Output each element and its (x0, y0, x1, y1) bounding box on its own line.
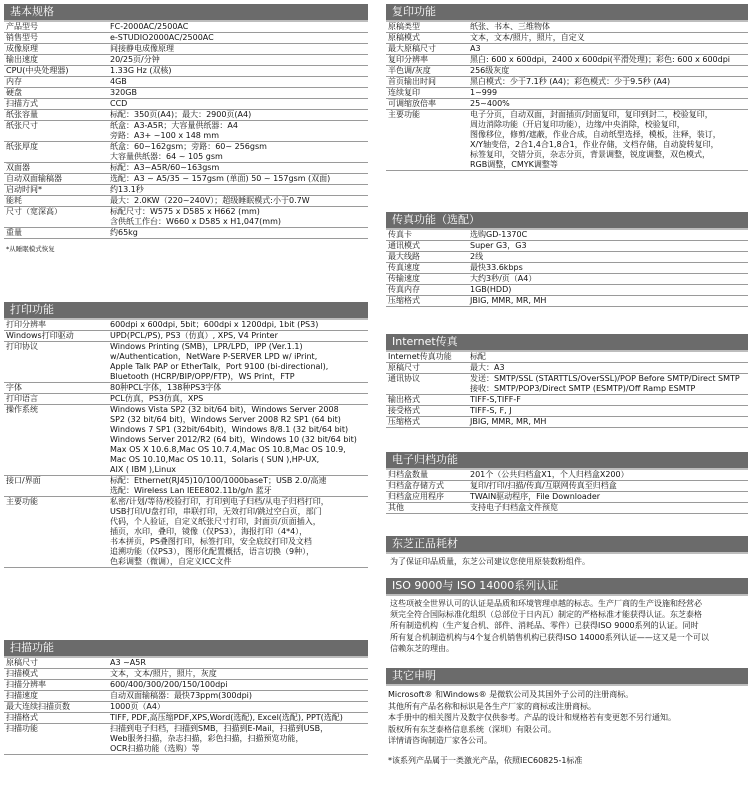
spec-label: 硬盘 (4, 88, 108, 99)
spec-row (386, 363, 748, 374)
spec-value: 最快33.6kbps (468, 263, 748, 274)
spec-row (386, 274, 748, 285)
spec-value: 1000页（A4） (108, 702, 368, 713)
section-basic-specs (4, 4, 368, 254)
spec-value: A3 ~A5R (108, 658, 368, 669)
spec-value: 支持电子归档盒文件预览 (468, 503, 748, 514)
spec-value: 私密/计划/等待/校验打印，打印到电子归档/从电子归档打印， USB打印/U盘打印，串联打印，无效打印/跳过空白页，部门 代码，个人验证，自定义纸张尺寸打印，封面页/页面插入， 插页，水印，叠印，镜像（仅PS3），海报打印（4*4）， 书本拼页，PS叠图打印，标签打印，安全底纹打印及文档 追溯功能（仅PS3），图形化配置概括，语言切换（9种）， 色彩调整（微调），自定义ICC文件 (108, 497, 368, 568)
spec-value: TIFF-S,TIFF-F (468, 395, 748, 406)
spec-label: 扫描格式 (4, 713, 108, 724)
spec-value: Windows Vista SP2 (32 bit/64 bit)，Windows Server 2008 SP2 (32 bit/64 bit)，Windows Server 2008 R2 SP1 (64 bit) Windows 7 SP1 (32bit/64bit)，Windows 8/8.1 (32 bit/64 bit) Windows Server 2012/R2 (64 bit)，Windows 10 (32 bit/64 bit) Max OS X 10.6.8,Mac OS 10.7.4,Mac OS 10.8,Mac OS 10.9, Mac OS 10.10,Mac OS 10.11，Solaris ( SUN ),HP-UX, AIX ( IBM ),Linux (108, 405, 368, 476)
spec-label: Windows打印驱动 (4, 331, 108, 342)
spec-label: 输出速度 (4, 55, 108, 66)
spec-row (4, 680, 368, 691)
spec-row (4, 66, 368, 77)
spec-value: 黑白模式：少于7.1秒 (A4)；彩色模式：少于9.5秒 (A4) (468, 77, 748, 88)
spec-value: JBIG, MMR, MR, MH (468, 296, 748, 307)
spec-label: 内存 (4, 77, 108, 88)
spec-value: 纸盒：A3-A5R；大容量供纸器：A4 旁路：A3+ ~100 x 148 mm (108, 121, 368, 142)
spec-label: 成像原理 (4, 44, 108, 55)
spec-label: 字体 (4, 383, 108, 394)
spec-value: JBIG, MMR, MR, MH (468, 417, 748, 428)
section-header: 东芝正品耗材 (386, 536, 748, 554)
spec-row (4, 185, 368, 196)
spec-label: 最大连续扫描页数 (4, 702, 108, 713)
spec-value: 复印/打印/扫描/传真/互联网传真至归档盒 (468, 481, 748, 492)
spec-value: 约65kg (108, 228, 368, 239)
section-header: 基本规格 (4, 4, 368, 22)
spec-label: Internet传真功能 (386, 352, 468, 363)
spec-row (386, 33, 748, 44)
spec-value: 标配：Ethernet(RJ45)10/100/1000baseT；USB 2.0/高速 选配：Wireless Lan IEEE802.11b/g/n 蓝牙 (108, 476, 368, 497)
spec-row (4, 163, 368, 174)
spec-row (386, 352, 748, 363)
spec-row (386, 503, 748, 514)
spec-row (386, 374, 748, 395)
spec-value: 1~999 (468, 88, 748, 99)
spec-label: 首页输出时间 (386, 77, 468, 88)
spec-label: 通讯模式 (386, 241, 468, 252)
spec-value: A3 (468, 44, 748, 55)
spec-value: 纸张、书本、三维物体 (468, 22, 748, 33)
spec-label: 接受格式 (386, 406, 468, 417)
supplies-text: 为了保证印品质量，东芝公司建议您使用原装数粉组件。 (390, 557, 590, 566)
spec-value: 2线 (468, 252, 748, 263)
spec-row (4, 142, 368, 163)
spec-value: 80种PCL字体，138种PS3字体 (108, 383, 368, 394)
section-header: 打印功能 (4, 302, 368, 320)
spec-value: 最大：A3 (468, 363, 748, 374)
spec-value: e-STUDIO2000AC/2500AC (108, 33, 368, 44)
spec-value: 纸盒：60~162gsm；旁路：60~ 256gsm 大容量供纸器：64 ~ 105 gsm (108, 142, 368, 163)
spec-label: 最大线路 (386, 252, 468, 263)
spec-row (4, 88, 368, 99)
internet-fax-table (386, 352, 748, 428)
spec-label: 打印语言 (4, 394, 108, 405)
spec-value: TIFF-S, F, J (468, 406, 748, 417)
spec-label: 通讯协议 (386, 374, 468, 395)
spec-label: 传输速度 (386, 274, 468, 285)
print-table (4, 320, 368, 568)
spec-label: 复印分辨率 (386, 55, 468, 66)
spec-row (4, 724, 368, 755)
section-other (386, 668, 748, 767)
spec-label: 纸张容量 (4, 110, 108, 121)
spec-row (386, 110, 748, 171)
spec-label: 操作系统 (4, 405, 108, 476)
spec-row (4, 342, 368, 383)
spec-value: 发送：SMTP/SSL (STARTTLS/OverSSL)/POP Before SMTP/Direct SMTP 接收：SMTP/POP3/Direct SMTP (ESMTP)/Off Ramp ESMTP (468, 374, 748, 395)
spec-label: 输出格式 (386, 395, 468, 406)
spec-row (4, 55, 368, 66)
spec-row (4, 405, 368, 476)
spec-value: 600dpi x 600dpi, 5bit；600dpi x 1200dpi, 1bit (PS3) (108, 320, 368, 331)
spec-row (4, 383, 368, 394)
spec-row (4, 22, 368, 33)
spec-value: CCD (108, 99, 368, 110)
spec-row (386, 77, 748, 88)
spec-row (386, 296, 748, 307)
spec-row (4, 77, 368, 88)
spec-value: UPD(PCL/PS), PS3（仿真）, XPS, V4 Printer (108, 331, 368, 342)
disclaimer-line: 版权所有东芝泰格信息系统（深圳）有限公司。 (388, 724, 556, 734)
spec-label: 其他 (386, 503, 468, 514)
spec-row (4, 44, 368, 55)
spec-label: 最大原稿尺寸 (386, 44, 468, 55)
spec-value: 选购GD-1370C (468, 230, 748, 241)
spec-row (4, 691, 368, 702)
section-fax (386, 212, 748, 307)
spec-row (4, 121, 368, 142)
section-internet-fax (386, 334, 748, 428)
disclaimer-line: 详情请咨询制造厂家各公司。 (388, 736, 492, 746)
spec-row (386, 417, 748, 428)
spec-value: 1GB(HDD) (468, 285, 748, 296)
spec-label: 主要功能 (4, 497, 108, 568)
spec-value: 自动双面输稿器：最快73ppm(300dpi) (108, 691, 368, 702)
spec-value: 扫描到电子归档，扫描到SMB，扫描到E-Mail，扫描到USB， Web服务扫描，杂志扫描，彩色扫描，扫描预览功能， OCR扫描功能（选购）等 (108, 724, 368, 755)
spec-row (386, 285, 748, 296)
spec-value: 256级灰度 (468, 66, 748, 77)
spec-label: 扫描功能 (4, 724, 108, 755)
spec-label: 归档盒存储方式 (386, 481, 468, 492)
spec-label: 归档盒数量 (386, 470, 468, 481)
spec-label: 产品型号 (4, 22, 108, 33)
spec-value: 选配：A3 ~ A5/35 ~ 157gsm (单面) 50 ~ 157gsm (双面) (108, 174, 368, 185)
spec-value: Windows Printing (SMB)，LPR/LPD，IPP (Ver.1.1) w/Authentication，NetWare P-SERVER LPD w/ iPrint, Apple Talk PAP or EtherTalk，Port 9100 (bi-directional), Bluetooth (HCRP/BIP/OPP/FTP)，WS Print，FTP (108, 342, 368, 383)
copy-table (386, 22, 748, 171)
spec-label: 打印协议 (4, 342, 108, 383)
spec-row (4, 33, 368, 44)
spec-row (4, 207, 368, 228)
spec-label: 传真卡 (386, 230, 468, 241)
spec-row (4, 110, 368, 121)
spec-label: 传真内存 (386, 285, 468, 296)
spec-label: 纸张尺寸 (4, 121, 108, 142)
section-print (4, 302, 368, 568)
spec-value: TWAIN驱动程序，File Downloader (468, 492, 748, 503)
spec-label: 重量 (4, 228, 108, 239)
spec-row (4, 713, 368, 724)
section-copy (386, 4, 748, 171)
spec-value: 最大：2.0KW（220~240V）；超级睡眠模式:小于0.7W (108, 196, 368, 207)
spec-row (386, 263, 748, 274)
disclaimer-list (386, 686, 748, 767)
section-scan (4, 640, 368, 755)
spec-value: 约13.1秒 (108, 185, 368, 196)
spec-row (386, 395, 748, 406)
section-header: Internet传真 (386, 334, 748, 352)
spec-label: 启动时间* (4, 185, 108, 196)
spec-value: 大约3秒/页（A4） (468, 274, 748, 285)
fax-table (386, 230, 748, 307)
spec-label: 原稿尺寸 (386, 363, 468, 374)
spec-row (4, 476, 368, 497)
wake-note: *从睡眠模式恢复 (6, 245, 55, 253)
spec-row (4, 174, 368, 185)
spec-label: 扫描模式 (4, 669, 108, 680)
spec-label: 尺寸（宽深高） (4, 207, 108, 228)
spec-value: 201个（公共归档盒X1，个人归档盒X200） (468, 470, 748, 481)
spec-label: 原稿尺寸 (4, 658, 108, 669)
section-iso (386, 578, 748, 654)
spec-value: 文本，文本/照片，照片，自定义 (468, 33, 748, 44)
section-header: 传真功能（选配） (386, 212, 748, 230)
section-header: 复印功能 (386, 4, 748, 22)
e-filing-table (386, 470, 748, 514)
spec-row (386, 492, 748, 503)
spec-row (4, 320, 368, 331)
spec-value: 间接静电成像原理 (108, 44, 368, 55)
spec-row (386, 230, 748, 241)
spec-value: 标配：A3~A5R/60~163gsm (108, 163, 368, 174)
spec-row (386, 66, 748, 77)
spec-value: 电子分页，自动双面，封面插页/封面复印，复印到封二，校验复印， 周边消除功能（开启复印功能），边缘/中央消除，校验复印， 图像移位，修剪/遮蔽，作业合成，自动纸型选择，模板，注释，装订， X/Y轴变倍，2合1,4合1,8合1，作业存储，文档存储，自动旋转复印， 标签复印，交错分页，杂志分页，背景调整，锐度调整，双色模式， RGB调整，CMYK调整等 (468, 110, 748, 171)
spec-value: 600/400/300/200/150/100dpi (108, 680, 368, 691)
laser-footnote: *该系列产品属于一类激光产品，依照IEC60825-1标准 (388, 755, 583, 765)
section-e-filing (386, 452, 748, 514)
spec-row (4, 702, 368, 713)
spec-value: PCL仿真，PS3仿真，XPS (108, 394, 368, 405)
spec-label: 压缩格式 (386, 296, 468, 307)
spec-row (386, 481, 748, 492)
spec-value: 标配：350页(A4)；最大：2900页(A4) (108, 110, 368, 121)
spec-row (386, 99, 748, 110)
spec-row (4, 394, 368, 405)
spec-label: 销售型号 (4, 33, 108, 44)
spec-value: 标配 (468, 352, 748, 363)
spec-row (386, 406, 748, 417)
spec-label: 传真速度 (386, 263, 468, 274)
basic-specs-table (4, 22, 368, 239)
section-header: 电子归档功能 (386, 452, 748, 470)
section-supplies (386, 536, 748, 567)
spec-row (386, 55, 748, 66)
spec-label: 压缩格式 (386, 417, 468, 428)
scan-table (4, 658, 368, 755)
spec-label: 纸张厚度 (4, 142, 108, 163)
spec-label: 能耗 (4, 196, 108, 207)
spec-row (4, 99, 368, 110)
spec-label: CPU(中央处理器) (4, 66, 108, 77)
spec-label: 扫描速度 (4, 691, 108, 702)
spec-row (386, 22, 748, 33)
disclaimer-line: 其他所有产品名称和标识是各生产厂家的商标或注册商标。 (388, 701, 596, 711)
spec-row (386, 252, 748, 263)
spec-value: 文本，文本/照片，照片，灰度 (108, 669, 368, 680)
spec-value: 4GB (108, 77, 368, 88)
spec-value: TIFF, PDF,高压缩PDF,XPS,Word(选配), Excel(选配), PPT(选配) (108, 713, 368, 724)
spec-label: 打印分辨率 (4, 320, 108, 331)
spec-label: 原稿类型 (386, 22, 468, 33)
spec-value: 20/25页/分钟 (108, 55, 368, 66)
section-header: 其它申明 (386, 668, 748, 686)
spec-row (4, 669, 368, 680)
spec-row (386, 88, 748, 99)
disclaimer-line: 本手册中的相关图片及数字仅供参考。产品的设计和规格若有变更恕不另行通知。 (388, 713, 676, 723)
section-header: ISO 9000与 ISO 14000系列认证 (386, 578, 748, 596)
spec-label: 原稿模式 (386, 33, 468, 44)
spec-row (4, 497, 368, 568)
spec-value: 25~400% (468, 99, 748, 110)
spec-label: 连续复印 (386, 88, 468, 99)
spec-label: 扫描方式 (4, 99, 108, 110)
spec-row (4, 196, 368, 207)
spec-row (4, 331, 368, 342)
spec-value: 320GB (108, 88, 368, 99)
spec-row (386, 44, 748, 55)
spec-label: 接口/界面 (4, 476, 108, 497)
spec-row (386, 470, 748, 481)
section-header: 扫描功能 (4, 640, 368, 658)
disclaimer-line: Microsoft® 和Windows® 是微软公司及其国外子公司的注册商标。 (388, 690, 634, 699)
spec-label: 归档盒应用程序 (386, 492, 468, 503)
iso-text: 这些项被全世界认可的认证是品质和环境管理卓越的标志。生产厂商的生产设施和经营必 须完全符合国际标准化组织（总部位于日内瓦）制定的严格标准才能获得认证。东芝泰格 所有制造机构（生产复合机、部件、消耗品、零件）已获得ISO 9000系列的认证。同时 所有复合机制造机构与4个复合机销售机构已获得ISO 14000系列认证——这又是一个可以 信赖东芝的理由。 (390, 599, 709, 653)
spec-label: 可调缩放倍率 (386, 99, 468, 110)
spec-label: 半色调/灰度 (386, 66, 468, 77)
spec-value: Super G3，G3 (468, 241, 748, 252)
spec-value: FC-2000AC/2500AC (108, 22, 368, 33)
spec-row (4, 228, 368, 239)
spec-label: 自动双面输稿器 (4, 174, 108, 185)
spec-label: 双面器 (4, 163, 108, 174)
spec-label: 主要功能 (386, 110, 468, 171)
spec-label: 扫描分辨率 (4, 680, 108, 691)
spec-value: 黑白: 600 x 600dpi，2400 x 600dpi(平滑处理)；彩色: 600 x 600dpi (468, 55, 748, 66)
spec-value: 标配尺寸：W575 x D585 x H662 (mm) 含供纸工作台：W660 x D585 x H1,047(mm) (108, 207, 368, 228)
spec-value: 1.33G Hz (双核) (108, 66, 368, 77)
spec-row (386, 241, 748, 252)
spec-row (4, 658, 368, 669)
